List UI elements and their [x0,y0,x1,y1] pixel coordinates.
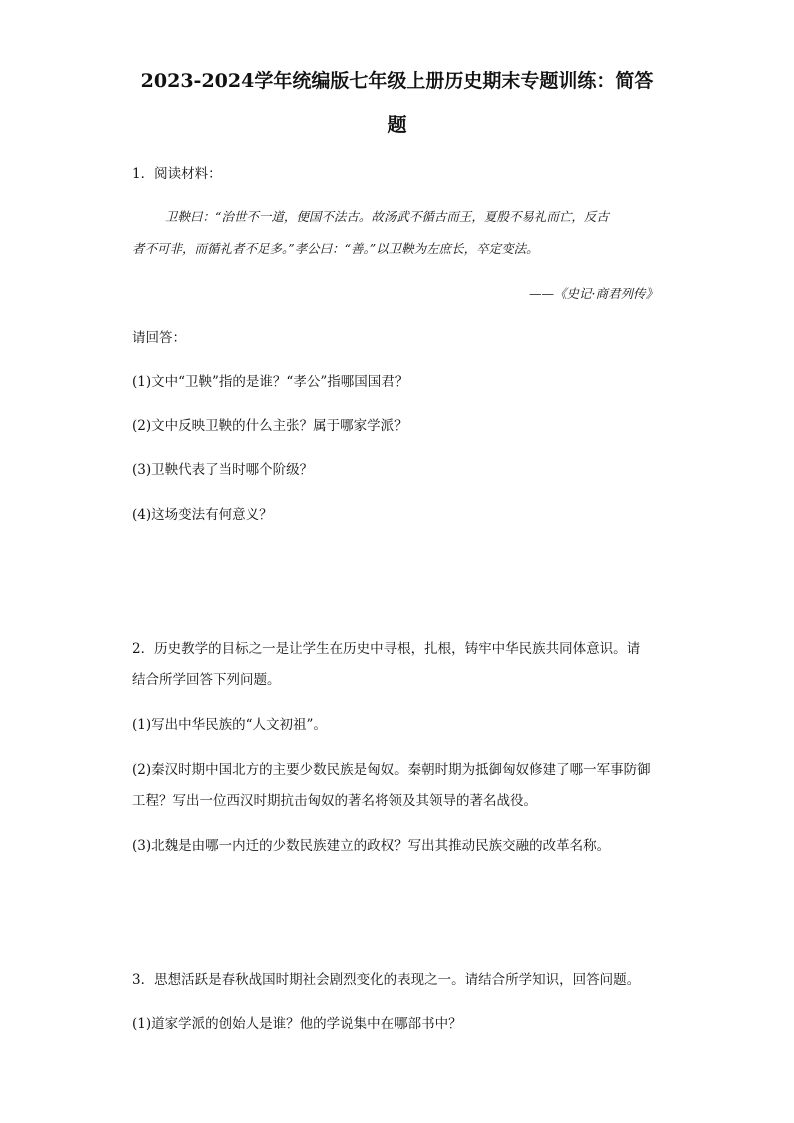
q1-sub2: (2)文中反映卫鞅的什么主张？属于哪家学派？ [132,418,408,434]
q1-prompt: 请回答： [132,330,186,346]
q1-heading: 1．阅读材料： [132,166,222,182]
q2-sub1: (1)写出中华民族的“人文初祖”。 [132,717,327,733]
q1-sub4: (4)这场变法有何意义？ [132,507,273,523]
q1-quote-line1: 卫鞅曰：“治世不一道，便国不法古。故汤武不循古而王，夏殷不易礼而亡，反古 [165,209,609,224]
q3-sub1: (1)道家学派的创始人是谁？他的学说集中在哪部书中？ [132,1016,462,1032]
q1-sub3: (3)卫鞅代表了当时哪个阶级？ [132,462,314,478]
q1-source: ——《史记·商君列传》 [529,286,658,301]
q1-sub1: (1)文中“卫鞅”指的是谁？“孝公”指哪国国君？ [132,374,409,390]
q2-sub2-line1: (2)秦汉时期中国北方的主要少数民族是匈奴。秦朝时期为抵御匈奴修建了哪一军事防御 [132,762,651,778]
q3-heading: 3．思想活跃是春秋战国时期社会剧烈变化的表现之一。请结合所学知识，回答问题。 [132,972,641,988]
page-title-line2: 题 [387,114,407,136]
q2-heading-line2: 结合所学回答下列问题。 [132,672,281,688]
q1-quote-line2: 者不可非，而循礼者不足多。”孝公曰：“善。”以卫鞅为左庶长，卒定变法。 [132,241,539,256]
page-title-line1: 2023-2024学年统编版七年级上册历史期末专题训练：简答 [140,70,654,92]
q2-sub3: (3)北魏是由哪一内迁的少数民族建立的政权？写出其推动民族交融的改革名称。 [132,838,611,854]
q2-heading-line1: 2．历史教学的目标之一是让学生在历史中寻根，扎根，铸牢中华民族共同体意识。请 [132,641,641,657]
q2-sub2-line2: 工程？写出一位西汉时期抗击匈奴的著名将领及其领导的著名战役。 [132,793,537,809]
